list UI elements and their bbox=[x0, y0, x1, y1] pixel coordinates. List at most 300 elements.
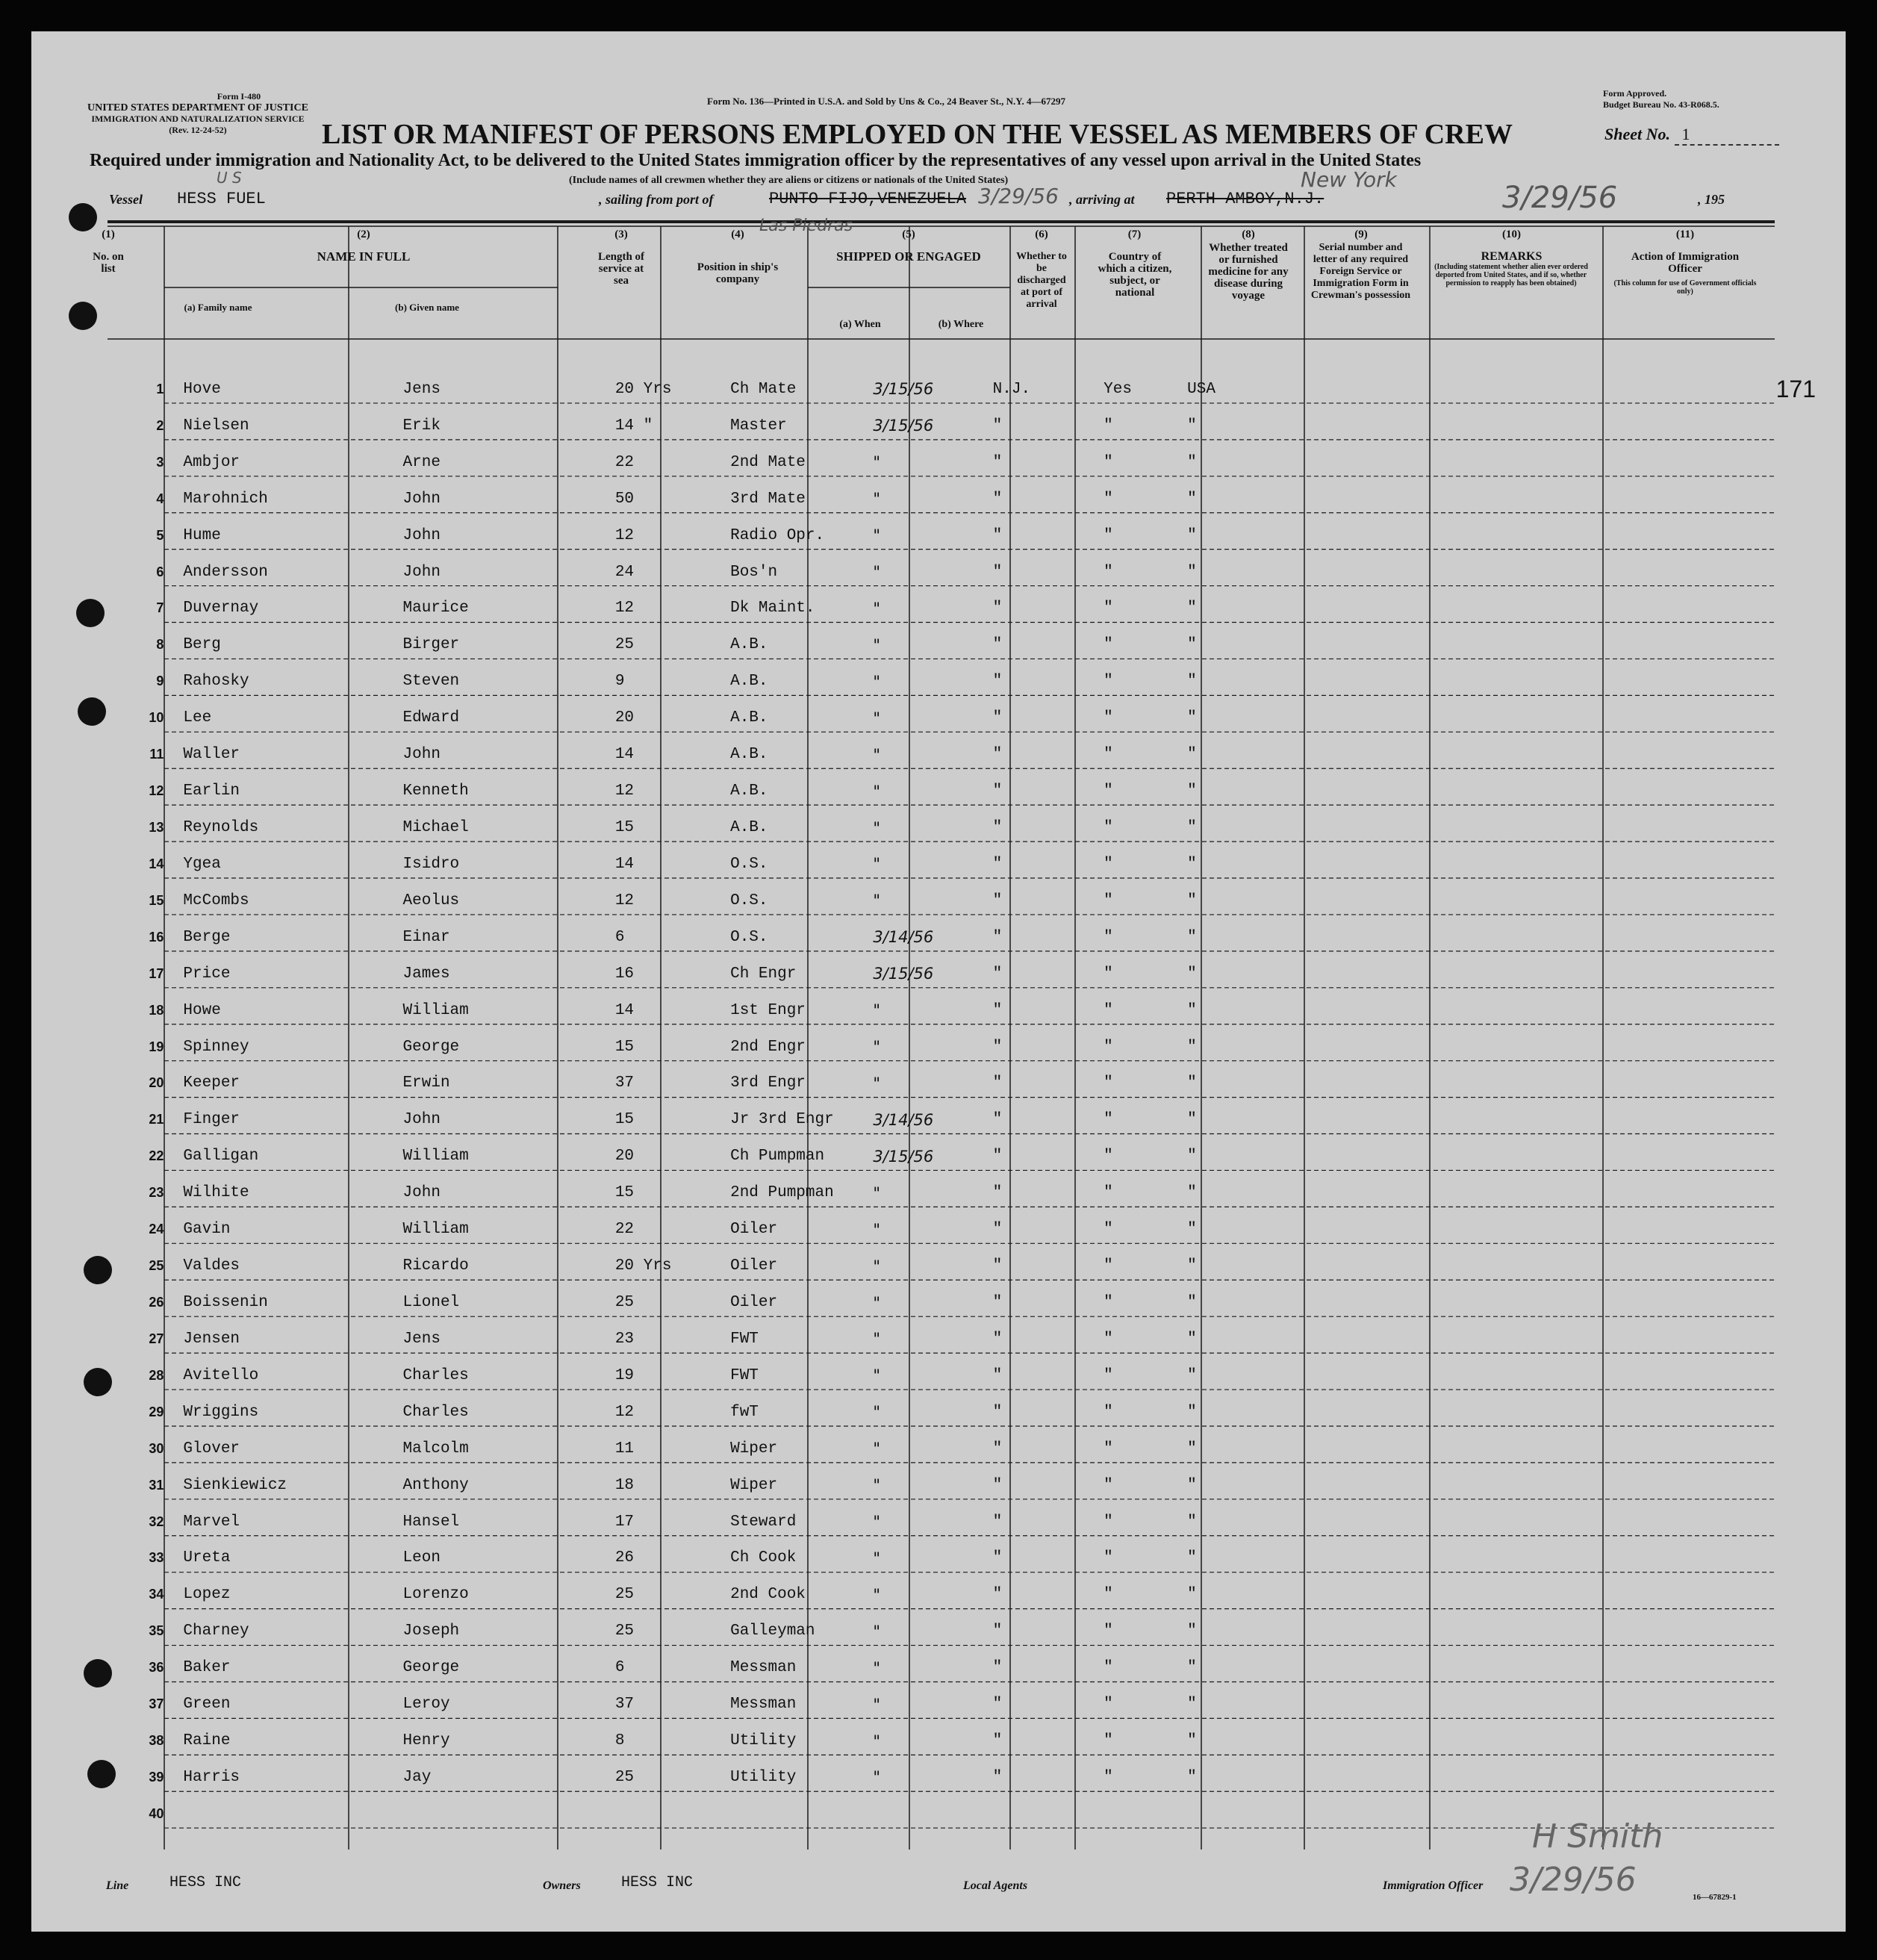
sheet-label: Sheet No. 1 bbox=[1604, 125, 1779, 146]
medical-cell bbox=[1301, 1101, 1392, 1138]
shipped-when: " bbox=[873, 1330, 880, 1348]
given-name: John bbox=[402, 746, 441, 764]
col-2-header: (2) NAME IN FULL bbox=[317, 228, 411, 264]
ship-position: O.S. bbox=[730, 892, 768, 909]
ship-position: Ch Mate bbox=[730, 380, 797, 398]
shipped-where: " bbox=[992, 965, 1003, 983]
given-name: William bbox=[402, 1148, 469, 1166]
ship-position: Oiler bbox=[730, 1294, 778, 1311]
officer-action bbox=[1659, 919, 1846, 956]
discharged-flag: " bbox=[1104, 1184, 1113, 1202]
remarks-cell bbox=[1504, 1248, 1659, 1284]
service-length: 17 bbox=[614, 1513, 635, 1531]
shipped-when: " bbox=[873, 1366, 880, 1385]
shipped-when: " bbox=[873, 1732, 880, 1750]
ship-position: Galleyman bbox=[730, 1623, 815, 1640]
officer-action bbox=[1659, 846, 1846, 883]
family-name: Spinney bbox=[183, 1038, 249, 1056]
discharged-flag: " bbox=[1104, 709, 1113, 727]
serial-cell bbox=[1392, 663, 1504, 700]
row-number: 32 bbox=[149, 1513, 164, 1529]
ship-position: Jr 3rd Engr bbox=[730, 1111, 834, 1129]
service-length: 25 bbox=[614, 1294, 635, 1311]
discharged-flag: " bbox=[1104, 636, 1113, 654]
family-name bbox=[171, 1796, 386, 1832]
discharged-flag: " bbox=[1104, 1403, 1113, 1421]
family-name: Gavin bbox=[183, 1221, 231, 1239]
citizenship: " bbox=[1187, 1696, 1197, 1714]
serial-cell bbox=[1392, 1686, 1504, 1723]
officer-action bbox=[1659, 1138, 1846, 1175]
row-number: 16 bbox=[149, 929, 164, 945]
shipped-when: " bbox=[873, 1658, 880, 1677]
sheet-number: 1 bbox=[1675, 125, 1779, 146]
row-number: 36 bbox=[149, 1660, 164, 1676]
serial-cell bbox=[1392, 956, 1504, 992]
medical-cell bbox=[1301, 1394, 1392, 1431]
remarks-cell bbox=[1504, 591, 1659, 627]
discharged-flag: " bbox=[1104, 1257, 1113, 1275]
row-number: 35 bbox=[149, 1623, 164, 1639]
table-row bbox=[108, 1357, 1846, 1394]
officer-action bbox=[1659, 700, 1846, 736]
service-length: 6 bbox=[614, 1659, 625, 1677]
shipped-where: " bbox=[992, 819, 1003, 837]
service-length: 22 bbox=[614, 1221, 635, 1239]
row-number: 28 bbox=[149, 1367, 164, 1383]
service-length: 15 bbox=[614, 1184, 635, 1202]
citizenship: " bbox=[1187, 1111, 1197, 1129]
given-name: Edward bbox=[402, 709, 460, 727]
officer-action bbox=[1659, 1029, 1846, 1065]
citizenship: " bbox=[1187, 673, 1197, 691]
serial-cell bbox=[1392, 1029, 1504, 1065]
officer-action bbox=[1659, 1175, 1846, 1211]
given-name: John bbox=[402, 563, 441, 581]
shipped-when: " bbox=[873, 892, 880, 910]
service-length: 11 bbox=[614, 1440, 635, 1457]
ship-position: FWT bbox=[730, 1366, 759, 1384]
shipped-when: " bbox=[873, 1220, 880, 1239]
service-length: 20 Yrs bbox=[614, 380, 672, 398]
given-name: Arne bbox=[402, 453, 441, 471]
punch-hole bbox=[69, 302, 97, 330]
shipped-when: " bbox=[873, 1440, 880, 1458]
row-number: 4 bbox=[156, 491, 164, 506]
discharged-flag: " bbox=[1104, 600, 1113, 617]
year-label: , 195 bbox=[1698, 192, 1725, 207]
service-length: 8 bbox=[614, 1732, 625, 1750]
col-5b-header: (b) Where bbox=[938, 319, 984, 330]
citizenship: " bbox=[1187, 1476, 1197, 1494]
shipped-where: " bbox=[992, 928, 1003, 946]
table-row bbox=[108, 1723, 1846, 1759]
citizenship: " bbox=[1187, 417, 1197, 435]
shipped-when: " bbox=[873, 1074, 880, 1092]
family-name: Hume bbox=[183, 526, 221, 544]
given-name: Anthony bbox=[402, 1476, 469, 1494]
table-row bbox=[108, 1065, 1846, 1102]
given-name: James bbox=[402, 965, 450, 983]
remarks-cell bbox=[1504, 809, 1659, 846]
serial-cell bbox=[1392, 408, 1504, 444]
table-row bbox=[108, 883, 1846, 919]
table-row bbox=[108, 481, 1846, 517]
citizenship: " bbox=[1187, 563, 1197, 581]
table-row bbox=[108, 1686, 1846, 1723]
discharged-flag: " bbox=[1104, 1586, 1113, 1604]
citizenship: USA bbox=[1187, 380, 1215, 398]
family-name: Nielsen bbox=[183, 417, 249, 435]
serial-cell bbox=[1392, 1101, 1504, 1138]
serial-cell bbox=[1392, 1211, 1504, 1248]
medical-cell bbox=[1301, 1467, 1392, 1504]
medical-cell bbox=[1301, 1211, 1392, 1248]
ship-position: 1st Engr bbox=[730, 1001, 806, 1019]
remarks-cell bbox=[1504, 517, 1659, 554]
medical-cell bbox=[1301, 919, 1392, 956]
position-handwritten: Las Piedras bbox=[759, 217, 853, 235]
medical-cell bbox=[1301, 956, 1392, 992]
shipped-when: " bbox=[873, 1038, 880, 1057]
shipped-when: " bbox=[873, 709, 880, 727]
officer-action bbox=[1659, 1504, 1846, 1540]
col-2a-header: (a) Family name bbox=[184, 302, 252, 313]
family-name: Price bbox=[183, 965, 231, 983]
row-number: 39 bbox=[149, 1769, 164, 1785]
medical-cell bbox=[1301, 736, 1392, 773]
table-row bbox=[108, 773, 1846, 809]
family-name: Keeper bbox=[183, 1074, 240, 1092]
table-row bbox=[108, 1394, 1846, 1431]
serial-cell bbox=[1392, 846, 1504, 883]
citizenship: " bbox=[1187, 1659, 1197, 1677]
table-row bbox=[108, 444, 1846, 481]
discharged-flag: " bbox=[1104, 1549, 1113, 1567]
serial-cell bbox=[1392, 883, 1504, 919]
citizenship: " bbox=[1187, 1001, 1197, 1019]
given-name: Leroy bbox=[402, 1696, 450, 1714]
citizenship: " bbox=[1187, 1549, 1197, 1567]
col-5a-header: (a) When bbox=[839, 319, 881, 330]
shipped-where: " bbox=[992, 1659, 1003, 1677]
table-row bbox=[108, 919, 1846, 956]
given-name: Aeolus bbox=[402, 892, 460, 909]
given-name: Henry bbox=[402, 1732, 450, 1750]
medical-cell bbox=[1301, 1431, 1392, 1467]
family-name: Rahosky bbox=[183, 673, 249, 691]
shipped-where: " bbox=[992, 673, 1003, 691]
remarks-cell bbox=[1504, 1504, 1659, 1540]
medical-cell bbox=[1301, 1540, 1392, 1577]
shipped-where: " bbox=[992, 746, 1003, 764]
service-length: 9 bbox=[614, 673, 625, 691]
shipped-where: " bbox=[992, 1074, 1003, 1092]
service-length bbox=[599, 1796, 714, 1832]
family-name: Marvel bbox=[183, 1513, 240, 1531]
service-length: 6 bbox=[614, 928, 625, 946]
shipped-where: " bbox=[992, 526, 1003, 544]
row-number: 14 bbox=[149, 856, 164, 871]
shipped-where: " bbox=[992, 1768, 1003, 1786]
ship-position: Ch Cook bbox=[730, 1549, 797, 1567]
serial-cell bbox=[1392, 736, 1504, 773]
citizenship: " bbox=[1187, 709, 1197, 727]
punch-hole bbox=[84, 1368, 112, 1396]
citizenship: " bbox=[1187, 453, 1197, 471]
service-length: 15 bbox=[614, 1111, 635, 1129]
ship-position: A.B. bbox=[730, 819, 768, 837]
serial-cell bbox=[1392, 1284, 1504, 1321]
given-name: John bbox=[402, 490, 441, 508]
discharged-flag: " bbox=[1104, 490, 1113, 508]
serial-cell bbox=[1392, 1723, 1504, 1759]
given-name: Maurice bbox=[402, 600, 469, 617]
medical-cell bbox=[1301, 1504, 1392, 1540]
shipped-when: " bbox=[873, 599, 880, 617]
serial-cell bbox=[1392, 1138, 1504, 1175]
given-name: Ricardo bbox=[402, 1257, 469, 1275]
table-row bbox=[108, 1540, 1846, 1577]
family-name: Earlin bbox=[183, 783, 240, 800]
printer-line: Form No. 136—Printed in U.S.A. and Sold by Uns & Co., 24 Beaver St., N.Y. 4—67297 bbox=[707, 96, 1065, 107]
officer-action bbox=[1659, 591, 1846, 627]
citizenship: " bbox=[1187, 1623, 1197, 1640]
sailing-port: PUNTO FIJO,VENEZUELA bbox=[769, 190, 967, 208]
shipped-when: 3/15/56 bbox=[873, 417, 934, 435]
serial-cell bbox=[1392, 591, 1504, 627]
service-length: 12 bbox=[614, 600, 635, 617]
discharged-flag: " bbox=[1104, 417, 1113, 435]
officer-action bbox=[1659, 444, 1846, 481]
discharged-flag: " bbox=[1104, 526, 1113, 544]
table-row bbox=[108, 736, 1846, 773]
given-name: Michael bbox=[402, 819, 469, 837]
shipped-when: " bbox=[873, 453, 880, 472]
remarks-cell bbox=[1504, 956, 1659, 992]
shipped-where: " bbox=[992, 1440, 1003, 1457]
officer-action bbox=[1659, 1394, 1846, 1431]
family-name: Lee bbox=[183, 709, 212, 727]
shipped-when: 3/14/56 bbox=[873, 928, 934, 947]
ship-position: Wiper bbox=[730, 1440, 778, 1457]
table-row bbox=[108, 517, 1846, 554]
shipped-where: " bbox=[992, 1221, 1003, 1239]
remarks-cell bbox=[1504, 1101, 1659, 1138]
table-row bbox=[108, 1175, 1846, 1211]
discharged-flag: " bbox=[1104, 1366, 1113, 1384]
row-number: 19 bbox=[149, 1039, 164, 1054]
citizenship: " bbox=[1187, 1184, 1197, 1202]
shipped-where: " bbox=[992, 892, 1003, 909]
remarks-cell bbox=[1504, 1175, 1659, 1211]
medical-cell bbox=[1301, 1065, 1392, 1102]
punch-hole bbox=[78, 697, 106, 726]
table-row bbox=[108, 371, 1846, 408]
line-value: HESS INC bbox=[169, 1874, 242, 1891]
discharged-flag: " bbox=[1104, 1111, 1113, 1129]
officer-action bbox=[1659, 809, 1846, 846]
row-number: 20 bbox=[149, 1075, 164, 1091]
service-length: 26 bbox=[614, 1549, 635, 1567]
serial-cell bbox=[1392, 1321, 1504, 1357]
discharged-flag: " bbox=[1104, 1038, 1113, 1056]
table-row bbox=[108, 1649, 1846, 1686]
medical-cell bbox=[1301, 408, 1392, 444]
table-row bbox=[108, 663, 1846, 700]
punch-hole bbox=[69, 203, 97, 231]
medical-cell bbox=[1301, 1613, 1392, 1649]
officer-action bbox=[1659, 1796, 1846, 1832]
service-length: 18 bbox=[614, 1476, 635, 1494]
medical-cell bbox=[1301, 1723, 1392, 1759]
row-number: 8 bbox=[156, 637, 164, 653]
officer-action bbox=[1659, 736, 1846, 773]
service-length: 19 bbox=[614, 1366, 635, 1384]
given-name: Erwin bbox=[402, 1074, 450, 1092]
medical-cell bbox=[1301, 663, 1392, 700]
shipped-where: " bbox=[992, 1330, 1003, 1348]
ship-position: A.B. bbox=[730, 746, 768, 764]
serial-cell bbox=[1392, 1613, 1504, 1649]
given-name: Einar bbox=[402, 928, 450, 946]
table-row bbox=[108, 1284, 1846, 1321]
discharged-flag bbox=[1090, 1796, 1163, 1832]
shipped-where: " bbox=[992, 1294, 1003, 1311]
col-10-header: (10) REMARKS (Including statement whether alien ever ordered deported from United States, and if so, whether permission to reapply has been obtained) bbox=[1434, 228, 1588, 287]
remarks-cell bbox=[1504, 992, 1659, 1029]
serial-cell bbox=[1392, 1394, 1504, 1431]
vessel-name: HESS FUEL bbox=[177, 190, 266, 208]
officer-action bbox=[1659, 663, 1846, 700]
citizenship bbox=[1163, 1796, 1300, 1832]
family-name: Sienkiewicz bbox=[183, 1476, 287, 1494]
serial-cell bbox=[1392, 1357, 1504, 1394]
shipped-where: " bbox=[992, 709, 1003, 727]
citizenship: " bbox=[1187, 1294, 1197, 1311]
serial-cell bbox=[1392, 1065, 1504, 1102]
ship-position: Utility bbox=[730, 1732, 797, 1750]
ship-position: A.B. bbox=[730, 673, 768, 691]
medical-cell bbox=[1301, 809, 1392, 846]
row-number: 27 bbox=[149, 1331, 164, 1346]
col-5-header: (5) SHIPPED OR ENGAGED bbox=[836, 228, 981, 264]
family-name: Berge bbox=[183, 928, 231, 946]
given-name: Leon bbox=[402, 1549, 441, 1567]
citizenship: " bbox=[1187, 746, 1197, 764]
given-name: John bbox=[402, 1111, 441, 1129]
medical-cell bbox=[1301, 1138, 1392, 1175]
citizenship: " bbox=[1187, 1440, 1197, 1457]
shipped-when: " bbox=[873, 1403, 880, 1422]
col-6-header: (6) Whether to be discharged at port of arrival bbox=[1016, 228, 1067, 310]
col-7-header: (7) Country of which a citizen, subject, or national bbox=[1098, 228, 1172, 299]
col-1-header: (1) No. on list bbox=[93, 228, 124, 275]
shipped-when: " bbox=[873, 1001, 880, 1020]
remarks-cell bbox=[1504, 1357, 1659, 1394]
shipped-when: " bbox=[873, 1549, 880, 1567]
service-length: 16 bbox=[614, 965, 635, 983]
service-length: 14 " bbox=[614, 417, 653, 435]
family-name: Galligan bbox=[183, 1148, 259, 1166]
ship-position: Messman bbox=[730, 1659, 797, 1677]
given-name: William bbox=[402, 1001, 469, 1019]
col-3-header: (3) Length of service at sea bbox=[597, 228, 645, 287]
shipped-when: " bbox=[873, 672, 880, 691]
ship-position: fwT bbox=[730, 1403, 759, 1421]
given-name: George bbox=[402, 1659, 460, 1677]
serial-cell bbox=[1392, 554, 1504, 591]
row-number: 17 bbox=[149, 965, 164, 981]
service-length: 23 bbox=[614, 1330, 635, 1348]
officer-action bbox=[1659, 517, 1846, 554]
given-name: John bbox=[402, 1184, 441, 1202]
citizenship: " bbox=[1187, 783, 1197, 800]
service-length: 25 bbox=[614, 1586, 635, 1604]
shipped-where: " bbox=[992, 1696, 1003, 1714]
table-row bbox=[108, 1211, 1846, 1248]
ship-position: Steward bbox=[730, 1513, 797, 1531]
discharged-flag: " bbox=[1104, 783, 1113, 800]
subtitle: Required under immigration and Nationality Act, to be delivered to the United States immigration officer by the representatives of any vessel upon arrival in the United States bbox=[90, 151, 1422, 170]
officer-action bbox=[1659, 992, 1846, 1029]
shipped-where: " bbox=[992, 453, 1003, 471]
row-number: 38 bbox=[149, 1733, 164, 1749]
service-length: 50 bbox=[614, 490, 635, 508]
shipped-when: " bbox=[873, 1585, 880, 1604]
shipped-when: " bbox=[873, 1768, 880, 1787]
discharged-flag: " bbox=[1104, 1440, 1113, 1457]
row-number: 23 bbox=[149, 1185, 164, 1201]
row-number: 15 bbox=[149, 892, 164, 908]
ship-position: 2nd Pumpman bbox=[730, 1184, 834, 1202]
shipped-where: " bbox=[992, 1732, 1003, 1750]
remarks-cell bbox=[1504, 919, 1659, 956]
ship-position: Radio Opr. bbox=[730, 526, 825, 544]
col-8-header: (8) Whether treated or furnished medicine for any disease during voyage bbox=[1208, 228, 1289, 302]
service-length: 25 bbox=[614, 1623, 635, 1640]
punch-hole bbox=[84, 1256, 112, 1284]
officer-action bbox=[1659, 554, 1846, 591]
citizenship: " bbox=[1187, 1513, 1197, 1531]
medical-cell bbox=[1301, 1284, 1392, 1321]
shipped-where bbox=[969, 1796, 1090, 1832]
shipped-when: " bbox=[873, 782, 880, 800]
discharged-flag: " bbox=[1104, 746, 1113, 764]
ship-position: A.B. bbox=[730, 636, 768, 654]
given-name bbox=[387, 1796, 599, 1832]
given-name: Jens bbox=[402, 1330, 441, 1348]
officer-signature: H Smith bbox=[1532, 1817, 1663, 1855]
remarks-cell bbox=[1504, 444, 1659, 481]
family-name: Lopez bbox=[183, 1586, 231, 1604]
row-number: 6 bbox=[156, 564, 164, 579]
row-number: 40 bbox=[149, 1805, 164, 1821]
serial-cell bbox=[1392, 809, 1504, 846]
table-row bbox=[108, 1029, 1846, 1065]
discharged-flag: " bbox=[1104, 928, 1113, 946]
form-code: 16—67829-1 bbox=[1693, 1893, 1737, 1902]
col-11-header: (11) Action of Immigration Officer (This column for use of Government officials only) bbox=[1613, 228, 1757, 296]
citizenship: " bbox=[1187, 1148, 1197, 1166]
service-length: 24 bbox=[614, 563, 635, 581]
line-label: Line bbox=[106, 1879, 129, 1892]
given-name: Charles bbox=[402, 1403, 469, 1421]
ship-position: 3rd Mate bbox=[730, 490, 806, 508]
discharged-flag: " bbox=[1104, 1659, 1113, 1677]
serial-cell bbox=[1392, 773, 1504, 809]
shipped-where: " bbox=[992, 1366, 1003, 1384]
